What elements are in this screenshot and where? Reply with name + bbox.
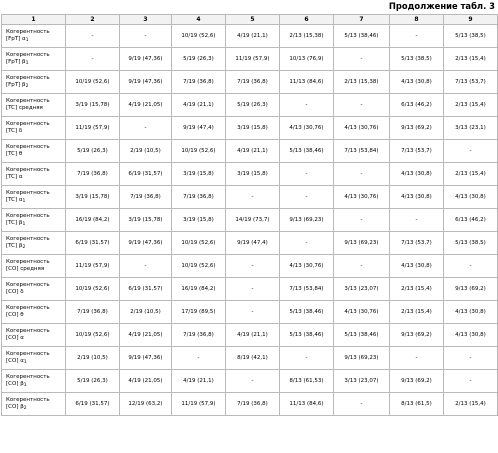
table-cell: 2/13 (15,38)	[280, 25, 334, 48]
row-label-band: [TC] δ	[6, 128, 23, 134]
table-cell: -	[66, 48, 120, 71]
row-label-measure	[6, 404, 63, 412]
row-label-band: [CO] θ	[6, 312, 24, 318]
table-cell: 9/19 (47,4)	[172, 117, 226, 140]
table-cell: -	[334, 393, 390, 416]
row-label	[2, 25, 66, 48]
table-cell: 4/19 (21,05)	[120, 94, 172, 117]
table-cell: 5/13 (38,46)	[334, 324, 390, 347]
table-cell: 4/19 (21,05)	[120, 324, 172, 347]
table-cell: 4/19 (21,1)	[226, 140, 280, 163]
row-label-band: [FpT] β	[6, 58, 26, 65]
table-cell: -	[444, 347, 498, 370]
table-body	[2, 25, 498, 416]
row-label-band: [FpT] α	[6, 35, 26, 42]
row-label	[2, 278, 66, 301]
table-cell: 10/19 (52,6)	[172, 25, 226, 48]
table-cell: 4/13 (30,8)	[444, 301, 498, 324]
table-cell: -	[334, 255, 390, 278]
table-cell: 9/19 (47,36)	[120, 71, 172, 94]
row-label-title: Когерентность	[6, 167, 50, 173]
table-cell: 9/13 (69,2)	[390, 370, 444, 393]
table-cell: -	[120, 25, 172, 48]
row-label	[2, 370, 66, 393]
row-label-title: Когерентность	[6, 98, 50, 104]
table-cell: -	[334, 209, 390, 232]
table-cell: 2/19 (10,5)	[120, 140, 172, 163]
column-header: 5	[226, 15, 280, 25]
table-caption: Продолжение табл. 3	[388, 1, 495, 11]
table-cell: 2/13 (15,4)	[444, 393, 498, 416]
table-cell: 14/19 (73,7)	[226, 209, 280, 232]
table-cell: 6/19 (31,57)	[120, 163, 172, 186]
table-row	[2, 232, 498, 255]
row-label	[2, 163, 66, 186]
table-cell: 4/19 (21,1)	[226, 25, 280, 48]
table-cell: 8/13 (61,5)	[390, 393, 444, 416]
row-label	[2, 347, 66, 370]
table-cell: 9/13 (69,23)	[334, 232, 390, 255]
row-label	[2, 48, 66, 71]
table-cell: 4/13 (30,76)	[334, 186, 390, 209]
table-cell: 6/19 (31,57)	[120, 278, 172, 301]
row-label-measure	[6, 82, 63, 90]
table-cell: 3/19 (15,8)	[172, 209, 226, 232]
table-cell: -	[226, 255, 280, 278]
table-cell: 11/13 (84,6)	[280, 71, 334, 94]
row-label-band: [CO] β	[6, 403, 24, 410]
row-label-measure	[6, 335, 63, 342]
table-row	[2, 347, 498, 370]
row-label-band: [TC] θ	[6, 151, 23, 157]
table-cell: 16/19 (84,2)	[66, 209, 120, 232]
table-cell: 6/13 (46,2)	[390, 94, 444, 117]
table-cell: 4/13 (30,76)	[280, 117, 334, 140]
table-cell: 17/19 (89,5)	[172, 301, 226, 324]
row-label-measure	[6, 243, 63, 251]
row-label	[2, 140, 66, 163]
row-label-measure	[6, 289, 63, 296]
table-cell: 4/13 (30,76)	[334, 117, 390, 140]
table-cell: -	[280, 232, 334, 255]
row-label-band: [CO] β	[6, 380, 24, 387]
table-cell: -	[390, 25, 444, 48]
table-cell: 4/13 (30,8)	[390, 163, 444, 186]
row-label	[2, 186, 66, 209]
table-cell: 2/13 (15,4)	[444, 163, 498, 186]
table-cell: 7/13 (53,7)	[390, 232, 444, 255]
row-label-measure	[6, 266, 63, 273]
table-cell: -	[334, 94, 390, 117]
table-cell: 5/13 (38,46)	[334, 25, 390, 48]
row-label	[2, 255, 66, 278]
table-cell: -	[172, 347, 226, 370]
row-label	[2, 209, 66, 232]
table-cell: 7/19 (36,8)	[172, 324, 226, 347]
table-cell: 4/13 (30,8)	[390, 186, 444, 209]
table-cell: 11/13 (84,6)	[280, 393, 334, 416]
table-cell: 3/13 (23,07)	[334, 370, 390, 393]
table-cell: 9/13 (69,2)	[390, 117, 444, 140]
table-cell: 9/13 (69,23)	[280, 209, 334, 232]
row-label-measure	[6, 36, 63, 44]
table-cell: -	[334, 48, 390, 71]
row-label-title: Когерентность	[6, 121, 50, 127]
row-label-title: Когерентность	[6, 259, 50, 265]
table-cell: -	[390, 347, 444, 370]
table-cell: 3/19 (15,8)	[172, 163, 226, 186]
row-label-measure	[6, 312, 63, 319]
table-cell: -	[444, 140, 498, 163]
row-label	[2, 393, 66, 416]
table-cell: -	[66, 25, 120, 48]
table-row	[2, 117, 498, 140]
table-cell: 10/19 (52,6)	[172, 255, 226, 278]
row-label-band: [CO] α	[6, 357, 24, 364]
table-cell: -	[280, 186, 334, 209]
row-label-band: [TC] α	[6, 174, 23, 180]
table-cell: 7/19 (36,8)	[172, 186, 226, 209]
table-cell: 4/13 (30,8)	[390, 255, 444, 278]
table-cell: 4/13 (30,76)	[280, 255, 334, 278]
table-cell: -	[280, 347, 334, 370]
row-label-measure	[6, 381, 63, 389]
table-cell: 10/19 (52,6)	[172, 140, 226, 163]
table-row	[2, 163, 498, 186]
table-cell: 11/19 (57,9)	[172, 393, 226, 416]
table-cell: 2/13 (15,4)	[390, 301, 444, 324]
row-label-title: Когерентность	[6, 74, 50, 81]
table-cell: 2/13 (15,4)	[390, 278, 444, 301]
table-cell: 9/13 (69,2)	[444, 278, 498, 301]
table-cell: -	[444, 370, 498, 393]
table-cell: 12/19 (63,2)	[120, 393, 172, 416]
table-cell: 5/13 (38,5)	[390, 48, 444, 71]
row-label	[2, 94, 66, 117]
table-cell: -	[280, 163, 334, 186]
row-label	[2, 324, 66, 347]
table-cell: -	[334, 163, 390, 186]
table-cell: 7/19 (36,8)	[172, 71, 226, 94]
table-cell: 7/13 (53,84)	[280, 278, 334, 301]
row-label-band: [TC] β	[6, 219, 23, 226]
table-cell: 2/13 (15,4)	[444, 48, 498, 71]
table-cell: 3/13 (23,1)	[444, 117, 498, 140]
table-cell: 9/19 (47,4)	[226, 232, 280, 255]
table-row	[2, 370, 498, 393]
table-cell: 9/13 (69,2)	[390, 324, 444, 347]
row-label-measure	[6, 59, 63, 67]
table-cell: 4/19 (21,05)	[120, 370, 172, 393]
table-row	[2, 94, 498, 117]
table-cell: 7/19 (36,8)	[226, 393, 280, 416]
row-label-title: Когерентность	[6, 350, 50, 357]
row-label	[2, 117, 66, 140]
table-cell: 10/13 (76,9)	[280, 48, 334, 71]
table-cell: 7/19 (36,8)	[120, 186, 172, 209]
table-cell: 10/19 (52,6)	[66, 324, 120, 347]
table-row	[2, 25, 498, 48]
row-label-index: 1	[25, 60, 29, 66]
table-cell: 11/19 (57,9)	[66, 117, 120, 140]
row-label-measure	[6, 105, 63, 112]
column-header: 7	[334, 15, 390, 25]
table-cell: 5/13 (38,46)	[280, 140, 334, 163]
table-cell: 5/13 (38,46)	[280, 301, 334, 324]
row-label-measure	[6, 358, 63, 366]
table-cell: 4/19 (21,1)	[226, 324, 280, 347]
table-cell: 4/13 (30,8)	[444, 324, 498, 347]
table-cell: 7/19 (36,8)	[66, 301, 120, 324]
column-header: 9	[444, 15, 498, 25]
row-label-measure	[6, 151, 63, 158]
table-cell: 5/13 (38,5)	[444, 232, 498, 255]
table-cell: 5/19 (26,3)	[226, 94, 280, 117]
column-header: 3	[120, 15, 172, 25]
table-row	[2, 209, 498, 232]
row-label-band: [CO] α	[6, 335, 24, 341]
data-table	[1, 14, 498, 416]
row-label-measure	[6, 220, 63, 228]
column-header: 2	[66, 15, 120, 25]
table-cell: -	[226, 186, 280, 209]
table-row	[2, 140, 498, 163]
row-label-title: Когерентность	[6, 305, 50, 311]
table-cell: -	[280, 94, 334, 117]
table-cell: 3/19 (15,8)	[226, 117, 280, 140]
table-cell: 3/13 (23,07)	[334, 278, 390, 301]
row-label-band: [CO] средняя	[6, 266, 45, 272]
table-cell: 3/19 (15,78)	[66, 186, 120, 209]
table-cell: 4/13 (30,8)	[390, 71, 444, 94]
table-cell: 9/13 (69,23)	[334, 347, 390, 370]
table-row	[2, 301, 498, 324]
table-cell: -	[444, 255, 498, 278]
table-cell: 7/19 (36,8)	[226, 71, 280, 94]
table-cell: 7/19 (36,8)	[66, 163, 120, 186]
header-row	[2, 15, 498, 25]
table-cell: 10/19 (52,6)	[66, 71, 120, 94]
table-cell: 2/19 (10,5)	[120, 301, 172, 324]
table-row	[2, 278, 498, 301]
row-label-index: 1	[25, 37, 29, 43]
table-row	[2, 255, 498, 278]
table-cell: 7/13 (53,7)	[390, 140, 444, 163]
table-row	[2, 324, 498, 347]
table-cell: 4/19 (21,1)	[172, 370, 226, 393]
row-label-measure	[6, 128, 63, 135]
table-cell: 6/19 (31,57)	[66, 232, 120, 255]
row-label-title: Когерентность	[6, 282, 50, 288]
row-label-index: 2	[25, 83, 29, 89]
table-cell: -	[390, 209, 444, 232]
row-label-index: 2	[23, 405, 27, 411]
row-label-index: 1	[22, 198, 26, 204]
table-cell: 3/19 (15,78)	[120, 209, 172, 232]
table-cell: 10/19 (52,6)	[66, 278, 120, 301]
table-cell: 2/13 (15,4)	[444, 94, 498, 117]
row-label-title: Когерентность	[6, 212, 50, 219]
table-cell: 4/13 (30,8)	[444, 186, 498, 209]
table-cell: -	[226, 301, 280, 324]
row-label-index: 2	[22, 244, 26, 250]
table-cell: 16/19 (84,2)	[172, 278, 226, 301]
table-cell: 2/19 (10,5)	[66, 347, 120, 370]
table-row	[2, 393, 498, 416]
row-label-band: [TC] средняя	[6, 105, 43, 111]
table-cell: 9/19 (47,36)	[120, 232, 172, 255]
row-label-band: [TC] α	[6, 196, 23, 203]
row-label-title: Когерентность	[6, 235, 50, 242]
table-cell: 11/19 (57,9)	[226, 48, 280, 71]
table-cell: 5/19 (26,3)	[66, 370, 120, 393]
row-label	[2, 301, 66, 324]
table-cell: 7/13 (53,7)	[444, 71, 498, 94]
table-cell: 3/19 (15,8)	[226, 163, 280, 186]
table-cell: 5/19 (26,3)	[172, 48, 226, 71]
row-label-index: 1	[23, 382, 27, 388]
table-cell: -	[226, 370, 280, 393]
table-row	[2, 186, 498, 209]
table-cell: 9/19 (47,36)	[120, 48, 172, 71]
table-cell: 3/19 (15,78)	[66, 94, 120, 117]
table-cell: 6/19 (31,57)	[66, 393, 120, 416]
table-cell: -	[120, 117, 172, 140]
table-row	[2, 48, 498, 71]
row-label-band: [FpT] β	[6, 81, 26, 88]
table-cell: 6/13 (46,2)	[444, 209, 498, 232]
table-cell: 8/19 (42,1)	[226, 347, 280, 370]
table-cell: 11/19 (57,9)	[66, 255, 120, 278]
table-cell: -	[226, 278, 280, 301]
column-header: 6	[280, 15, 334, 25]
table-row	[2, 71, 498, 94]
row-label-title: Когерентность	[6, 28, 50, 35]
table-cell: 2/13 (15,38)	[334, 71, 390, 94]
table-cell: 5/13 (38,46)	[280, 324, 334, 347]
row-label-index: 1	[22, 221, 26, 227]
row-label	[2, 232, 66, 255]
row-label-title: Когерентность	[6, 328, 50, 334]
column-header: 8	[390, 15, 444, 25]
row-label-title: Когерентность	[6, 51, 50, 58]
row-label-band: [TC] β	[6, 242, 23, 249]
row-label-title: Когерентность	[6, 144, 50, 150]
row-label-index: 1	[23, 359, 27, 365]
row-label-band: [CO] δ	[6, 289, 24, 295]
row-label-title: Когерентность	[6, 396, 50, 403]
column-header: 4	[172, 15, 226, 25]
column-header: 1	[2, 15, 66, 25]
table-cell: 4/13 (30,76)	[334, 301, 390, 324]
table-cell: 10/19 (52,6)	[172, 232, 226, 255]
row-label-title: Когерентность	[6, 373, 50, 380]
table-cell: 5/13 (38,5)	[444, 25, 498, 48]
table-cell: 9/19 (47,36)	[120, 347, 172, 370]
table-cell: 5/19 (26,3)	[66, 140, 120, 163]
table-cell: 7/13 (53,84)	[334, 140, 390, 163]
table-cell: -	[120, 255, 172, 278]
table-cell: 4/19 (21,1)	[172, 94, 226, 117]
table-cell: 8/13 (61,53)	[280, 370, 334, 393]
row-label	[2, 71, 66, 94]
row-label-measure	[6, 197, 63, 205]
row-label-title: Когерентность	[6, 189, 50, 196]
row-label-measure	[6, 174, 63, 181]
